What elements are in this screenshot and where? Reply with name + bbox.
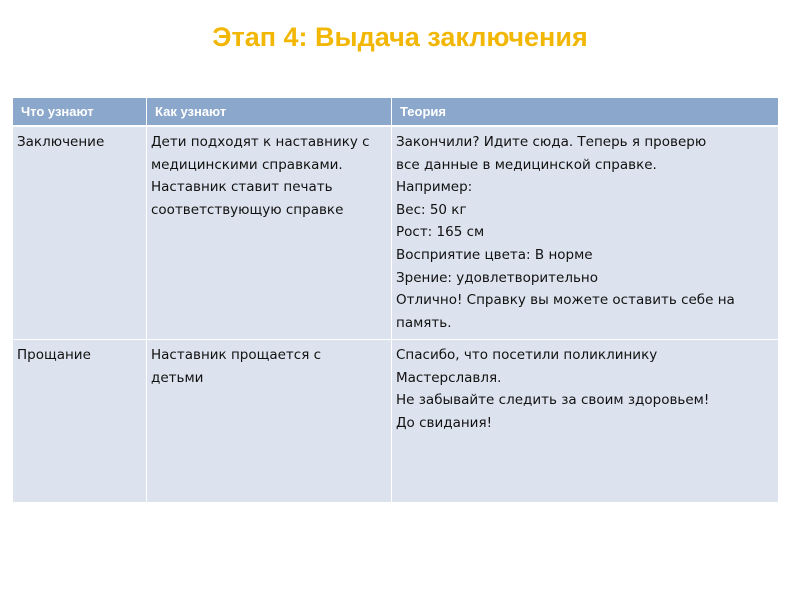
text-line: Вес: 50 кг [396,201,467,218]
text-line: Спасибо, что посетили поликлинику [396,347,658,363]
cell-theory [392,340,779,503]
cell-what: Прощание [13,340,147,503]
header-what: Что узнают [13,98,147,127]
text-line: память. [396,314,452,331]
text-line: Наставник ставит печать [151,179,333,196]
header-theory: Теория [392,98,779,127]
table-row [13,126,779,340]
text-line: Отлично! Справку вы можете оставить себе на [396,292,735,309]
cell-how [147,340,392,503]
text-line: Например: [396,179,473,196]
text-line: Восприятие цвета: В норме [396,246,593,263]
cell-theory [392,126,779,340]
slide-title: Этап 4: Выдача заключения [212,22,588,52]
text-line: медицинскими справками. [151,156,343,173]
text-line: Наставник прощается с [151,347,322,363]
table-row [13,340,779,503]
cell-how [147,126,392,340]
text-line: соответствующую справке [151,201,344,218]
text-line: Не забывайте следить за своим здоровьем! [396,392,710,409]
text-line: До свидания! [396,414,492,431]
text-line: Мастерславля. [396,369,502,386]
cell-what: Заключение [13,126,147,340]
text-line: все данные в медицинской справке. [396,156,657,173]
header-how: Как узнают [147,98,392,127]
text-line: Дети подходят к наставнику с [151,134,370,150]
table-header-row [13,98,779,127]
text-line: Рост: 165 см [396,224,485,241]
text-line: Зрение: удовлетворительно [396,269,599,286]
text-line: Закончили? Идите сюда. Теперь я проверю [396,134,707,150]
text-line: детьми [151,369,204,386]
stage-table [12,97,779,503]
